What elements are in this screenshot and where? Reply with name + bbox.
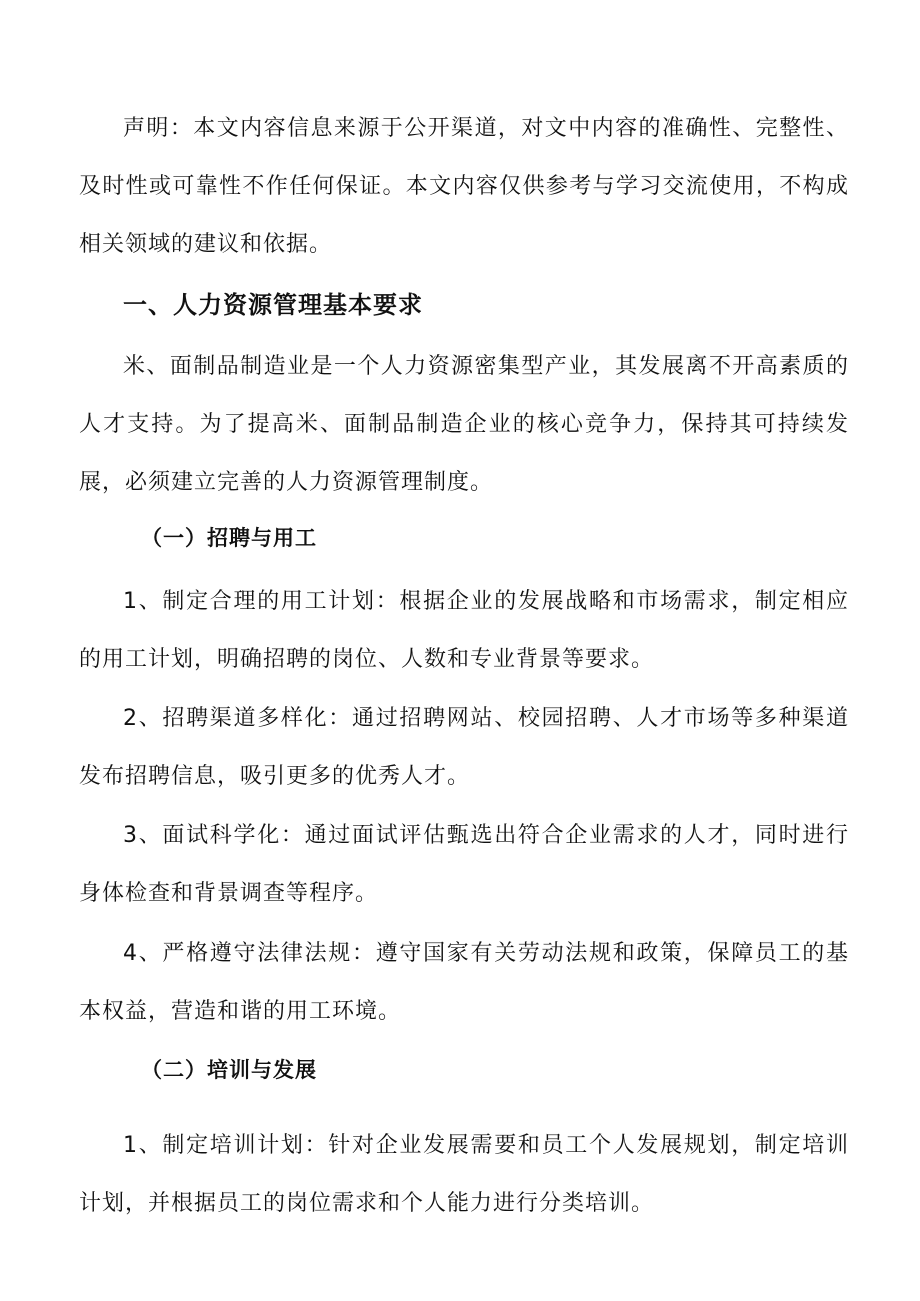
intro-paragraph: 米、面制品制造业是一个人力资源密集型产业，其发展离不开高素质的人才支持。为了提高米、面制品制造企业的核心竞争力，保持其可持续发展，必须建立完善的人力资源管理制度。 bbox=[79, 354, 849, 495]
list-item: 1、制定培训计划：针对企业发展需要和员工个人发展规划，制定培训计划，并根据员工的岗位需求和个人能力进行分类培训。 bbox=[79, 1133, 849, 1216]
list-item: 4、严格遵守法律法规：遵守国家有关劳动法规和政策，保障员工的基本权益，营造和谐的用工环境。 bbox=[79, 941, 849, 1024]
list-item: 1、制定合理的用工计划：根据企业的发展战略和市场需求，制定相应的用工计划，明确招聘的岗位、人数和专业背景等要求。 bbox=[79, 589, 849, 672]
subsection-heading-recruitment: （一）招聘与用工 bbox=[141, 526, 317, 550]
subsection-heading-training: （二）培训与发展 bbox=[141, 1058, 317, 1082]
section-heading: 一、人力资源管理基本要求 bbox=[123, 291, 423, 319]
list-item: 3、面试科学化：通过面试评估甄选出符合企业需求的人才，同时进行身体检查和背景调查等程序。 bbox=[79, 823, 849, 906]
list-item: 2、招聘渠道多样化：通过招聘网站、校园招聘、人才市场等多种渠道发布招聘信息，吸引更多的优秀人才。 bbox=[79, 706, 849, 789]
disclaimer-paragraph: 声明：本文内容信息来源于公开渠道，对文中内容的准确性、完整性、及时性或可靠性不作任何保证。本文内容仅供参考与学习交流使用，不构成相关领域的建议和依据。 bbox=[79, 116, 849, 257]
